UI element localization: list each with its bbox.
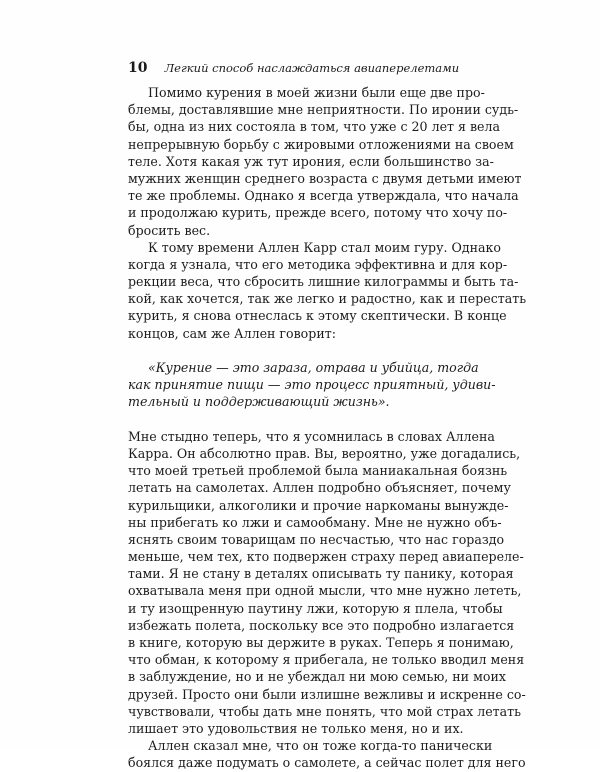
- text-line: Карра. Он абсолютно прав. Вы, вероятно, уже догадались,: [128, 445, 521, 461]
- text-line: летать на самолетах. Аллен подробно объясняет, почему: [128, 480, 511, 496]
- paragraph-smoking-weight: [128, 84, 522, 239]
- text-line: Мне стыдно теперь, что я усомнилась в словах Аллена: [128, 428, 495, 444]
- text-line: курильщики, алкоголики и прочие наркоманы вынужде-: [128, 497, 509, 513]
- text-line: Помимо курения в моей жизни были еще две про-: [148, 85, 485, 100]
- text-line: лишает это удовольствия не только меня, но и их.: [128, 720, 464, 736]
- text-line: бросить вес.: [128, 222, 211, 238]
- text-line: бы, одна из них состояла в том, что уже с 20 лет я вела: [128, 119, 500, 135]
- text-line: мужних женщин среднего возраста с двумя детьми имеют: [128, 170, 522, 186]
- paragraph-gap: [128, 411, 488, 428]
- text-line: блемы, доставлявшие мне неприятности. По иронии судь-: [128, 102, 519, 118]
- paragraph-fear-of-flying: [128, 428, 526, 737]
- text-line: что моей третьей проблемой была маниакальная боязнь: [128, 463, 508, 479]
- text-line: яснять своим товарищам по несчастью, что нас гораздо: [128, 531, 505, 547]
- text-line: ны прибегать ко лжи и самообману. Мне не нужно объ-: [128, 514, 502, 530]
- text-line: Аллен сказал мне, что он тоже когда-то панически: [148, 738, 493, 754]
- paragraph-allen-carr-guru: [128, 239, 527, 342]
- text-line: когда я узнала, что его методика эффективна и для кор-: [128, 256, 508, 272]
- text-line: рекции веса, что сбросить лишние килограммы и быть та-: [128, 274, 519, 290]
- text-line: избежать полета, поскольку все это подробно излагается: [128, 617, 515, 633]
- text-line: кой, как хочется, так же легко и радостно, как и перестать: [128, 291, 527, 307]
- text-line: тами. Я не стану в деталях описывать ту панику, которая: [128, 566, 514, 582]
- paragraph-gap: [128, 342, 488, 359]
- quote-line: тельный и поддерживающий жизнь».: [128, 394, 390, 410]
- text-line: те же проблемы. Однако я всегда утверждала, что начала: [128, 188, 519, 204]
- text-line: непрерывную борьбу с жировыми отложениями на своем: [128, 136, 514, 152]
- text-line: концов, сам же Аллен говорит:: [128, 325, 336, 341]
- text-line: теле. Хотя какая уж тут ирония, если большинство за-: [128, 153, 494, 169]
- body-text: [128, 84, 527, 772]
- text-line: в книге, которую вы держите в руках. Теперь я понимаю,: [128, 635, 514, 650]
- text-line: и продолжаю курить, прежде всего, потому что хочу по-: [128, 205, 508, 221]
- page-number: 10: [128, 60, 148, 76]
- text-line: меньше, чем тех, кто подвержен страху перед авиапереле-: [128, 549, 524, 565]
- text-line: курить, я снова отнеслась к этому скептически. В конце: [128, 308, 507, 324]
- text-line: в заблуждение, но и не убеждал ни мою семью, ни моих: [128, 669, 506, 685]
- text-line: боялся даже подумать о самолете, а сейчас полет для него: [128, 755, 526, 771]
- text-line: что обман, к которому я прибегала, не только вводил меня: [128, 652, 525, 668]
- text-line: друзей. Просто они были излишне вежливы и искренне со-: [128, 686, 526, 702]
- block-quote: [128, 359, 496, 411]
- text-line: охватывала меня при одной мысли, что мне нужно лететь,: [128, 583, 522, 599]
- running-head: [128, 57, 484, 77]
- paragraph-allen-also-feared: [128, 737, 526, 771]
- quote-line: как принятие пищи — это процесс приятный, удиви-: [128, 377, 496, 393]
- text-line: К тому времени Аллен Карр стал моим гуру. Однако: [148, 239, 501, 255]
- text-line: чувствовали, чтобы дать мне понять, что мой страх летать: [128, 703, 521, 719]
- book-title: Легкий способ наслаждаться авиаперелетами: [164, 61, 460, 75]
- text-line: и ту изощренную паутину лжи, которую я плела, чтобы: [128, 600, 503, 616]
- quote-line: «Курение — это зараза, отрава и убийца, тогда: [148, 360, 479, 375]
